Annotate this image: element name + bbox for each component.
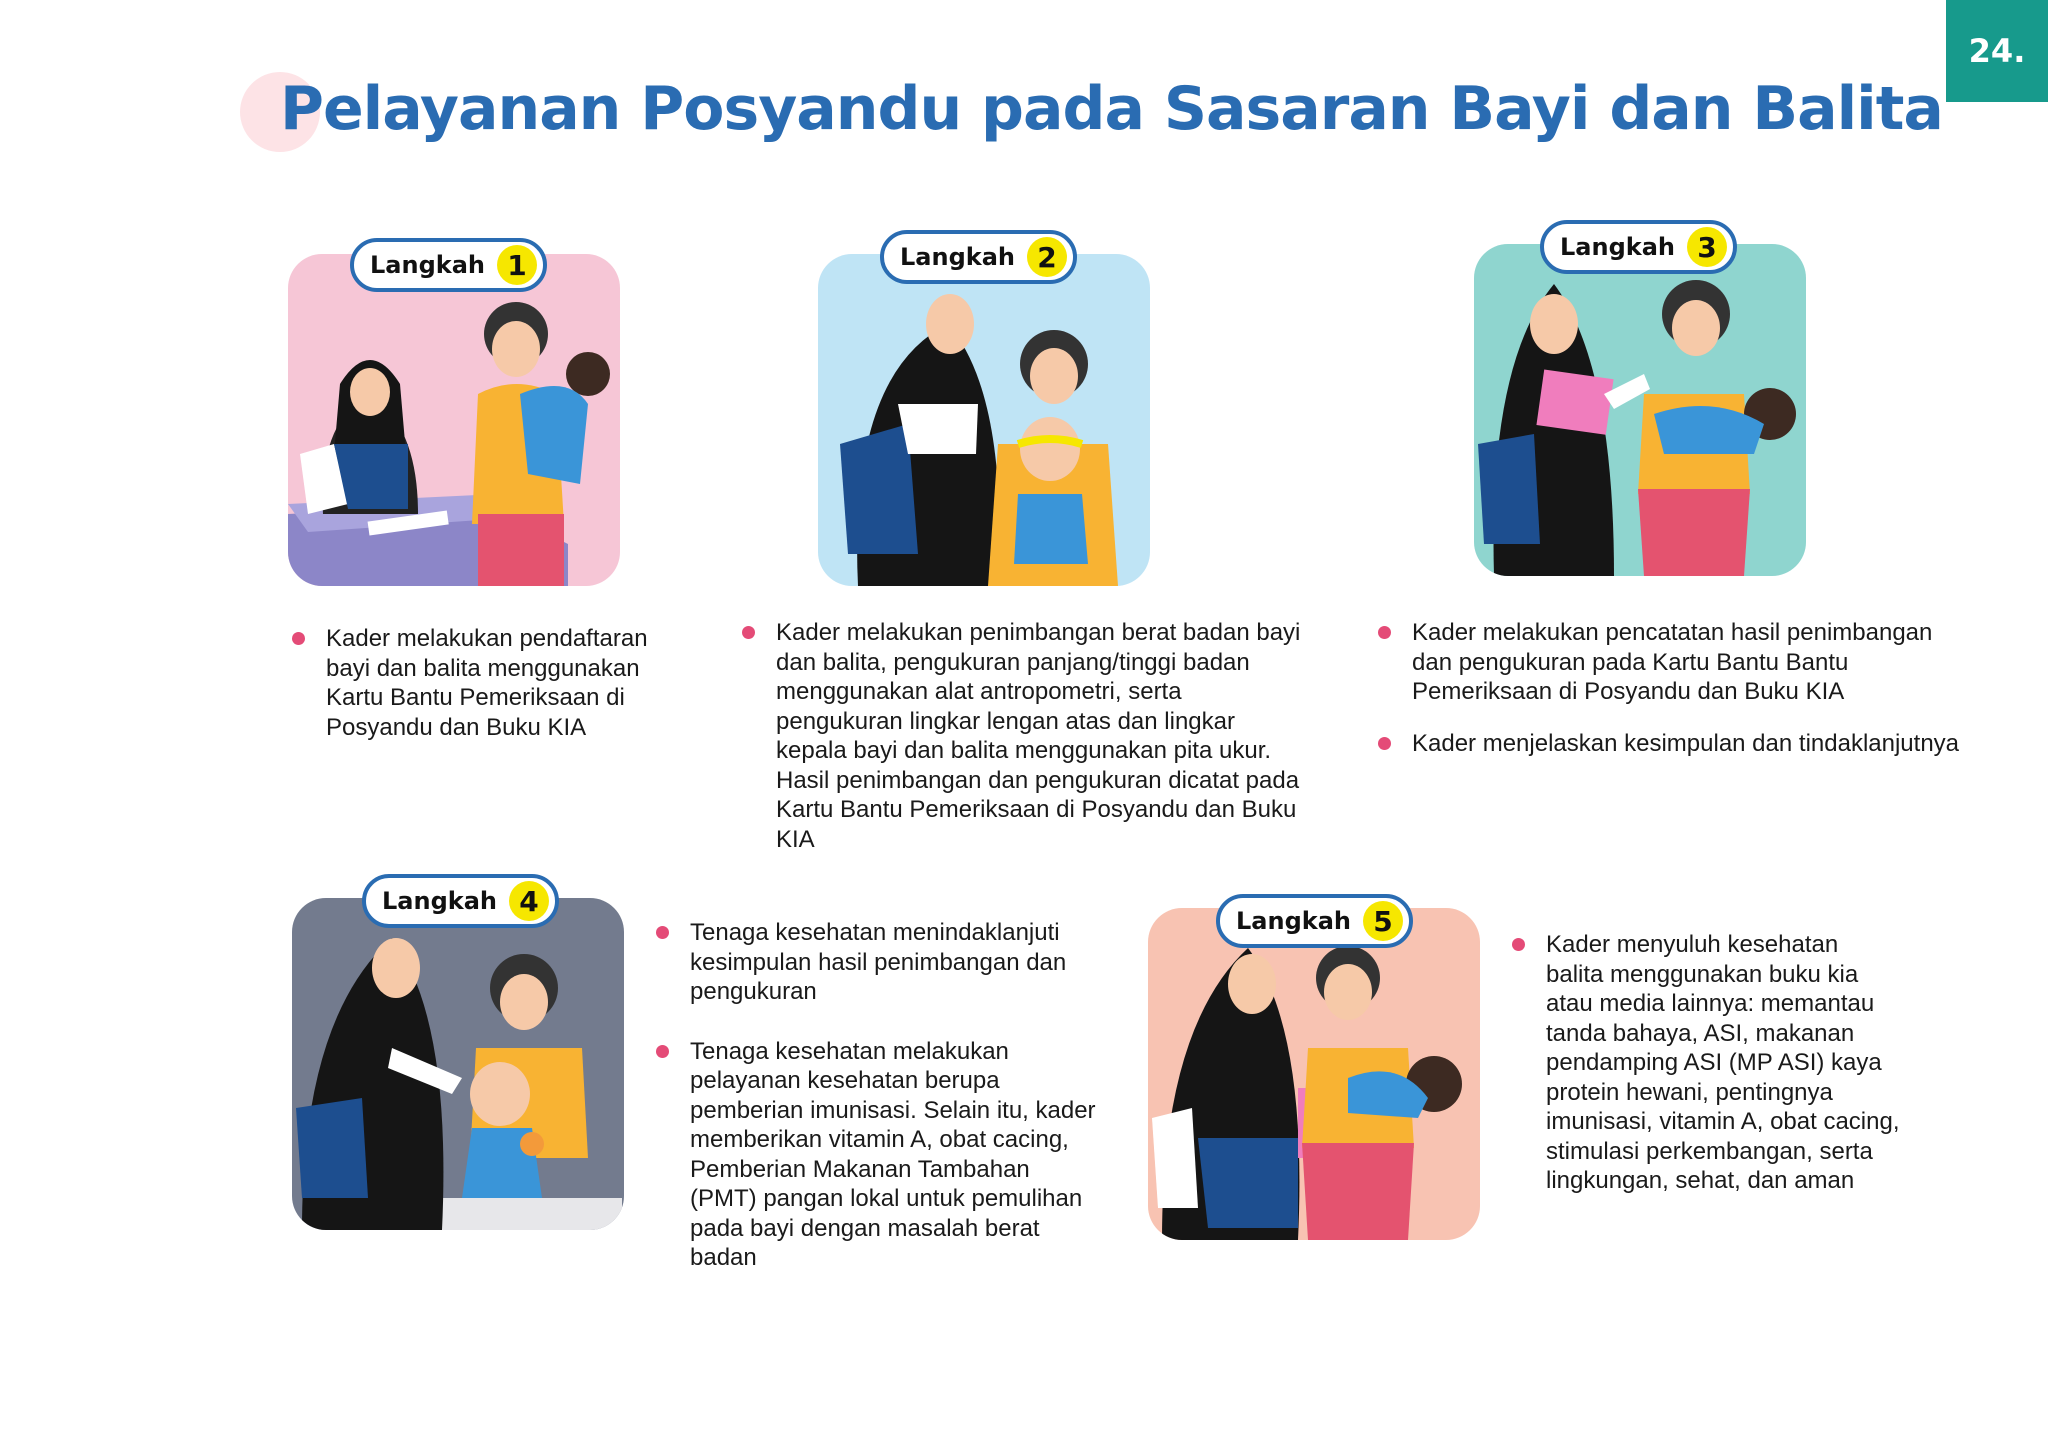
step-5-badge-number: 5 (1363, 901, 1403, 941)
step-3-bullet-1: Kader melakukan pencatatan hasil penimbangan dan pengukuran pada Kartu Bantu Bantu Pemeriksaan di Posyandu dan Buku KIA (1378, 618, 1978, 707)
step-4-bullet-2: Tenaga kesehatan melakukan pelayanan kesehatan berupa pemberian imunisasi. Selain itu, kader memberikan vitamin A, obat cacing, Pemberian Makanan Tambahan (PMT) pangan lokal untuk pemulihan pada bayi dengan masalah berat badan (656, 1037, 1096, 1273)
step-3-badge-label: Langkah (1560, 233, 1675, 261)
step-3-bullet-2: Kader menjelaskan kesimpulan dan tindaklanjutnya (1378, 729, 1978, 759)
step-1-text (292, 624, 652, 764)
step-2-badge (880, 230, 1077, 284)
step-2-badge-label: Langkah (900, 243, 1015, 271)
step-1-badge-label: Langkah (370, 251, 485, 279)
step-5-bullet-1: Kader menyuluh kesehatan balita menggunakan buku kia atau media lainnya: memantau tanda bahaya, ASI, makanan pendamping ASI (MP ASI) kaya protein hewani, pentingnya imunisasi, vitamin A, obat cacing, stimulasi perkembangan, serta lingkungan, sehat, dan aman (1512, 930, 1902, 1196)
step-1-illustration (288, 254, 620, 586)
step-4-bullet-1: Tenaga kesehatan menindaklanjuti kesimpulan hasil penimbangan dan pengukuran (656, 918, 1096, 1007)
page-number: 24. (1968, 32, 2026, 70)
step-3-text (1378, 618, 1978, 780)
step-2-badge-number: 2 (1027, 237, 1067, 277)
step-5-badge (1216, 894, 1413, 948)
step-1-badge (350, 238, 547, 292)
step-3-badge (1540, 220, 1737, 274)
step-4-badge (362, 874, 559, 928)
step-4-badge-label: Langkah (382, 887, 497, 915)
step-1-badge-number: 1 (497, 245, 537, 285)
page-title: Pelayanan Posyandu pada Sasaran Bayi dan Balita (280, 74, 1943, 144)
page-number-badge (1946, 0, 2048, 102)
step-4-badge-number: 4 (509, 881, 549, 921)
step-4-illustration (292, 898, 624, 1230)
step-3-illustration (1474, 244, 1806, 576)
step-1-bullet-1: Kader melakukan pendaftaran bayi dan balita menggunakan Kartu Bantu Pemeriksaan di Posyandu dan Buku KIA (292, 624, 652, 742)
step-2-text (742, 618, 1312, 876)
step-5-illustration (1148, 908, 1480, 1240)
step-3-badge-number: 3 (1687, 227, 1727, 267)
step-5-text (1512, 930, 1902, 1218)
step-5-badge-label: Langkah (1236, 907, 1351, 935)
step-2-bullet-1: Kader melakukan penimbangan berat badan bayi dan balita, pengukuran panjang/tinggi badan menggunakan alat antropometri, serta pengukuran lingkar lengan atas dan lingkar kepala bayi dan balita menggunakan pita ukur. Hasil penimbangan dan pengukuran dicatat pada Kartu Bantu Pemeriksaan di Posyandu dan Buku KIA (742, 618, 1312, 854)
step-2-illustration (818, 254, 1150, 586)
step-4-text (656, 918, 1096, 1295)
